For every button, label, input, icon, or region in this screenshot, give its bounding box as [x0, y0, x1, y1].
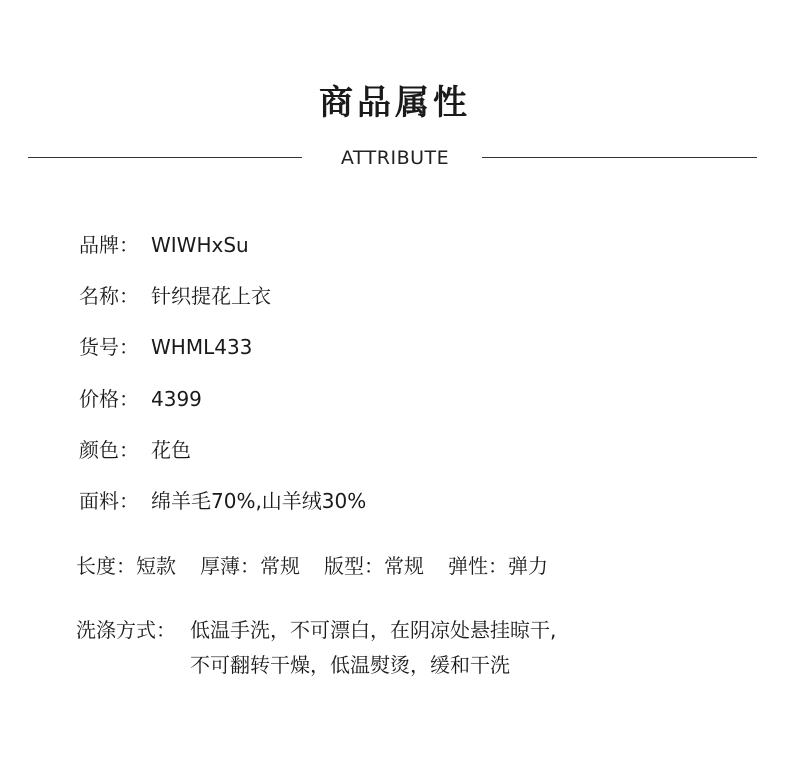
washing-line-1: 低温手洗，不可漂白，在阴凉处悬挂晾干, [190, 618, 557, 642]
spec-value: 常规 [260, 554, 300, 578]
attribute-value: 花色 [151, 438, 191, 462]
spec-item-fit [324, 552, 424, 580]
attribute-row-color [79, 436, 191, 464]
attribute-row-sku [79, 333, 252, 361]
page-subtitle: ATTRIBUTE [340, 147, 450, 169]
attribute-value: 针织提花上衣 [151, 284, 271, 308]
attribute-label: 货号： [79, 335, 139, 359]
washing-label: 洗涤方式： [76, 618, 176, 642]
spec-item-elasticity [448, 552, 548, 580]
attribute-label: 品牌： [79, 233, 139, 257]
attribute-value: WIWHxSu [151, 233, 249, 257]
attribute-row-price [79, 385, 202, 413]
spec-item-length [76, 552, 176, 580]
spec-item-thickness [200, 552, 300, 580]
attribute-row-fabric [79, 487, 366, 515]
attribute-row-brand [79, 231, 249, 259]
spec-label: 弹性： [448, 554, 508, 578]
attribute-label: 颜色： [79, 438, 139, 462]
attribute-value: 4399 [151, 387, 202, 411]
spec-row [76, 552, 548, 580]
attribute-label: 面料： [79, 489, 139, 513]
washing-line-2: 不可翻转干燥，低温熨烫，缓和干洗 [190, 653, 510, 677]
spec-label: 长度： [76, 554, 136, 578]
attribute-value: 绵羊毛70%,山羊绒30% [151, 489, 367, 513]
spec-label: 厚薄： [200, 554, 260, 578]
divider-right [482, 157, 757, 158]
spec-value: 短款 [136, 554, 176, 578]
attribute-value: WHML433 [151, 335, 253, 359]
attribute-label: 名称： [79, 284, 139, 308]
spec-label: 版型： [324, 554, 384, 578]
spec-value: 弹力 [508, 554, 548, 578]
spec-value: 常规 [384, 554, 424, 578]
page-title: 商品属性 [319, 83, 471, 123]
attribute-label: 价格： [79, 387, 139, 411]
attribute-row-name [79, 282, 271, 310]
